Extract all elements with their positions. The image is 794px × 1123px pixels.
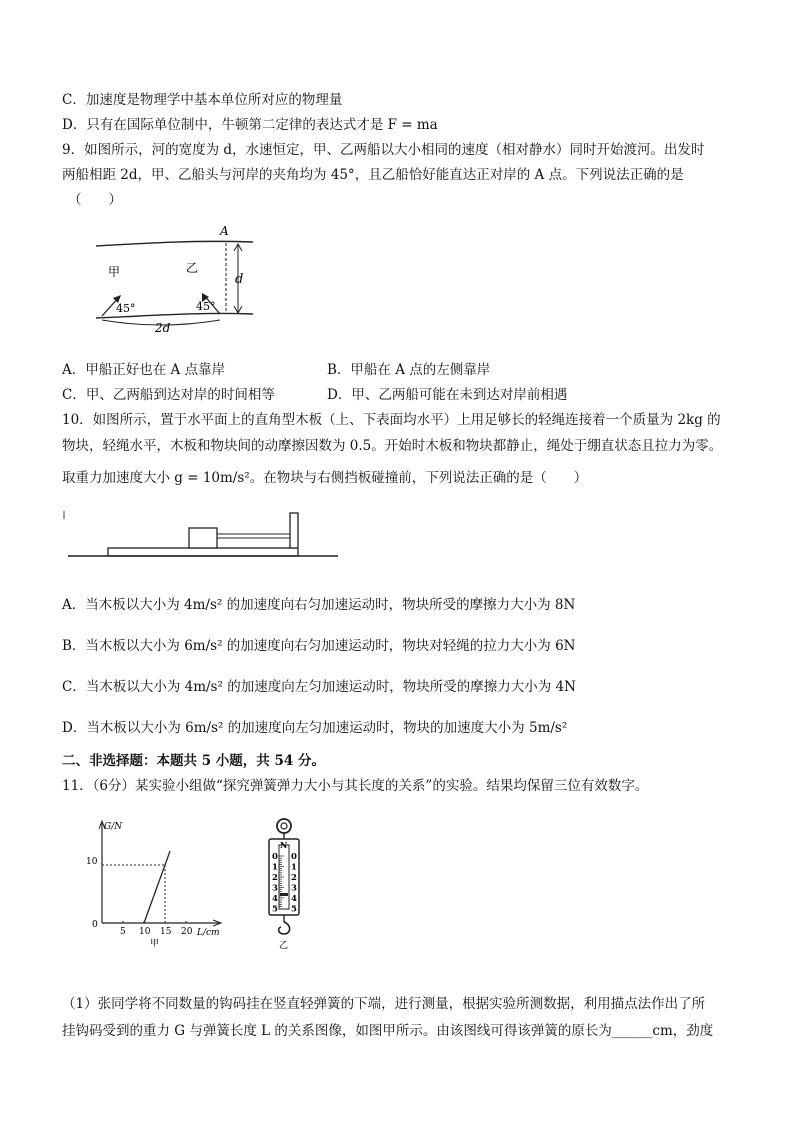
l-shaped-board-wall bbox=[290, 513, 298, 548]
q9-options-row-2 bbox=[62, 385, 568, 405]
angle-yi: 45° bbox=[196, 300, 216, 313]
q9-option-a: A．甲船正好也在 A 点靠岸 bbox=[62, 362, 226, 378]
scale-tick-label-r-5: 5 bbox=[291, 904, 297, 915]
q10-option-d: D．当木板以大小为 6m/s² 的加速度向左匀加速运动时，物块的加速度大小为 5m/s² bbox=[62, 720, 568, 736]
scale-tick-label-l-2: 2 bbox=[272, 873, 278, 883]
scale-tick-label-r-0: 0 bbox=[291, 852, 297, 862]
label-2d: 2d bbox=[155, 321, 171, 335]
label-yi: 乙 bbox=[186, 261, 199, 275]
x-tick-label-5: 5 bbox=[120, 927, 126, 937]
q9-option-d: D．甲、乙两船可能在未到达对岸前相遇 bbox=[327, 387, 568, 403]
q10-stem-line-2: 物块，轻绳水平，木板和物块间的动摩擦因数为 0.5。开始时木板和物块都静止，绳处于绷直状态且拉力为零。 bbox=[62, 438, 723, 454]
q10-option-c: C．当木板以大小为 4m/s² 的加速度向左匀加速运动时，物块所受的摩擦力大小为 4N bbox=[62, 679, 576, 695]
q11-graph-jia bbox=[80, 815, 230, 950]
scale-ring-inner bbox=[281, 823, 287, 829]
q10-option-b: B．当木板以大小为 6m/s² 的加速度向右匀加速运动时，物块对轻绳的拉力大小为 6N bbox=[62, 638, 576, 654]
section-heading: 二、非选择题：本题共 5 小题，共 54 分。 bbox=[62, 753, 325, 769]
q11-part1-line-2: 挂钩码受到的重力 G 与弹簧长度 L 的关系图像，如图甲所示。由该图线可得该弹簧的原长为______cm，劲度 bbox=[62, 1023, 714, 1039]
x-tick-label-15: 15 bbox=[160, 927, 172, 937]
scale-caption: 乙 bbox=[279, 941, 289, 950]
river-top-bank bbox=[96, 241, 253, 246]
y-axis-label: G/N bbox=[104, 822, 123, 832]
scale-unit: N bbox=[280, 840, 288, 850]
y-tick-10: 10 bbox=[86, 857, 98, 867]
q10-stem-line-3: 取重力加速度大小 g = 10m/s²。在物块与右侧挡板碰撞前，下列说法正确的是（ ） bbox=[62, 470, 588, 486]
l-shaped-board-base bbox=[108, 548, 298, 556]
q10-option-a: A．当木板以大小为 4m/s² 的加速度向右匀加速运动时，物块所受的摩擦力大小为 8N bbox=[62, 597, 576, 613]
label-A: A bbox=[220, 224, 229, 238]
q11-stem: 11．（6分）某实验小组做“探究弹簧弹力大小与其长度的关系”的实验。结果均保留三位有效数字。 bbox=[62, 778, 649, 794]
q9-stem-line-2: 两船相距 2d，甲、乙船头与河岸的夹角均为 45°，且乙船恰好能直达正对岸的 A 点。下列说法正确的是 bbox=[62, 167, 684, 183]
x-axis-label: L/cm bbox=[197, 928, 220, 938]
origin-label: 0 bbox=[92, 920, 98, 930]
q9-options-row-1 bbox=[62, 360, 491, 380]
q11-part1-line-1: （1）张同学将不同数量的钩码挂在竖直轻弹簧的下端，进行测量，根据实验所测数据，利用描点法作出了所 bbox=[62, 996, 706, 1012]
scale-tick-label-l-5: 5 bbox=[272, 904, 278, 915]
scale-ring-outer bbox=[277, 819, 291, 833]
data-line bbox=[144, 851, 170, 923]
q8-option-c: C．加速度是物理学中基本单位所对应的物理量 bbox=[62, 92, 343, 108]
q10-board-figure bbox=[62, 505, 342, 565]
block bbox=[189, 528, 217, 548]
label-d: d bbox=[235, 272, 244, 287]
scale-tick-label-l-0: 0 bbox=[272, 852, 278, 862]
scale-hook bbox=[279, 922, 290, 934]
scale-tick-label-r-1: 1 bbox=[291, 862, 297, 873]
x-tick-label-20: 20 bbox=[181, 927, 193, 937]
scale-tick-label-r-3: 3 bbox=[291, 883, 297, 894]
scale-pointer bbox=[280, 893, 288, 896]
q10-stem-line-1: 10．如图所示，置于水平面上的直角型木板（上、下表面均水平）上用足够长的轻绳连接着一个质量为 2kg 的 bbox=[62, 412, 721, 428]
scale-tick-label-r-4: 4 bbox=[291, 894, 297, 904]
label-jia: 甲 bbox=[108, 265, 121, 279]
q9-option-c: C．甲、乙两船到达对岸的时间相等 bbox=[62, 387, 275, 403]
scale-tick-label-l-1: 1 bbox=[272, 862, 278, 873]
q9-stem-line-1: 9．如图所示，河的宽度为 d，水速恒定，甲、乙两船以大小相同的速度（相对静水）同时开始渡河。出发时 bbox=[62, 142, 705, 158]
graph-caption: 甲 bbox=[150, 939, 160, 949]
q9-river-figure bbox=[88, 220, 268, 338]
scale-tick-label-l-4: 4 bbox=[272, 894, 278, 904]
q8-option-d: D．只有在国际单位制中，牛顿第二定律的表达式才是 F = ma bbox=[62, 117, 438, 133]
q11-spring-scale-yi bbox=[262, 815, 312, 950]
q9-answer-bracket: （ ） bbox=[68, 192, 122, 208]
scale-tick-label-r-2: 2 bbox=[291, 873, 297, 883]
x-tick-label-10: 10 bbox=[139, 927, 151, 937]
scale-tick-label-l-3: 3 bbox=[272, 883, 278, 894]
q9-option-b: B．甲船在 A 点的左侧靠岸 bbox=[327, 362, 491, 378]
angle-jia: 45° bbox=[116, 302, 136, 315]
